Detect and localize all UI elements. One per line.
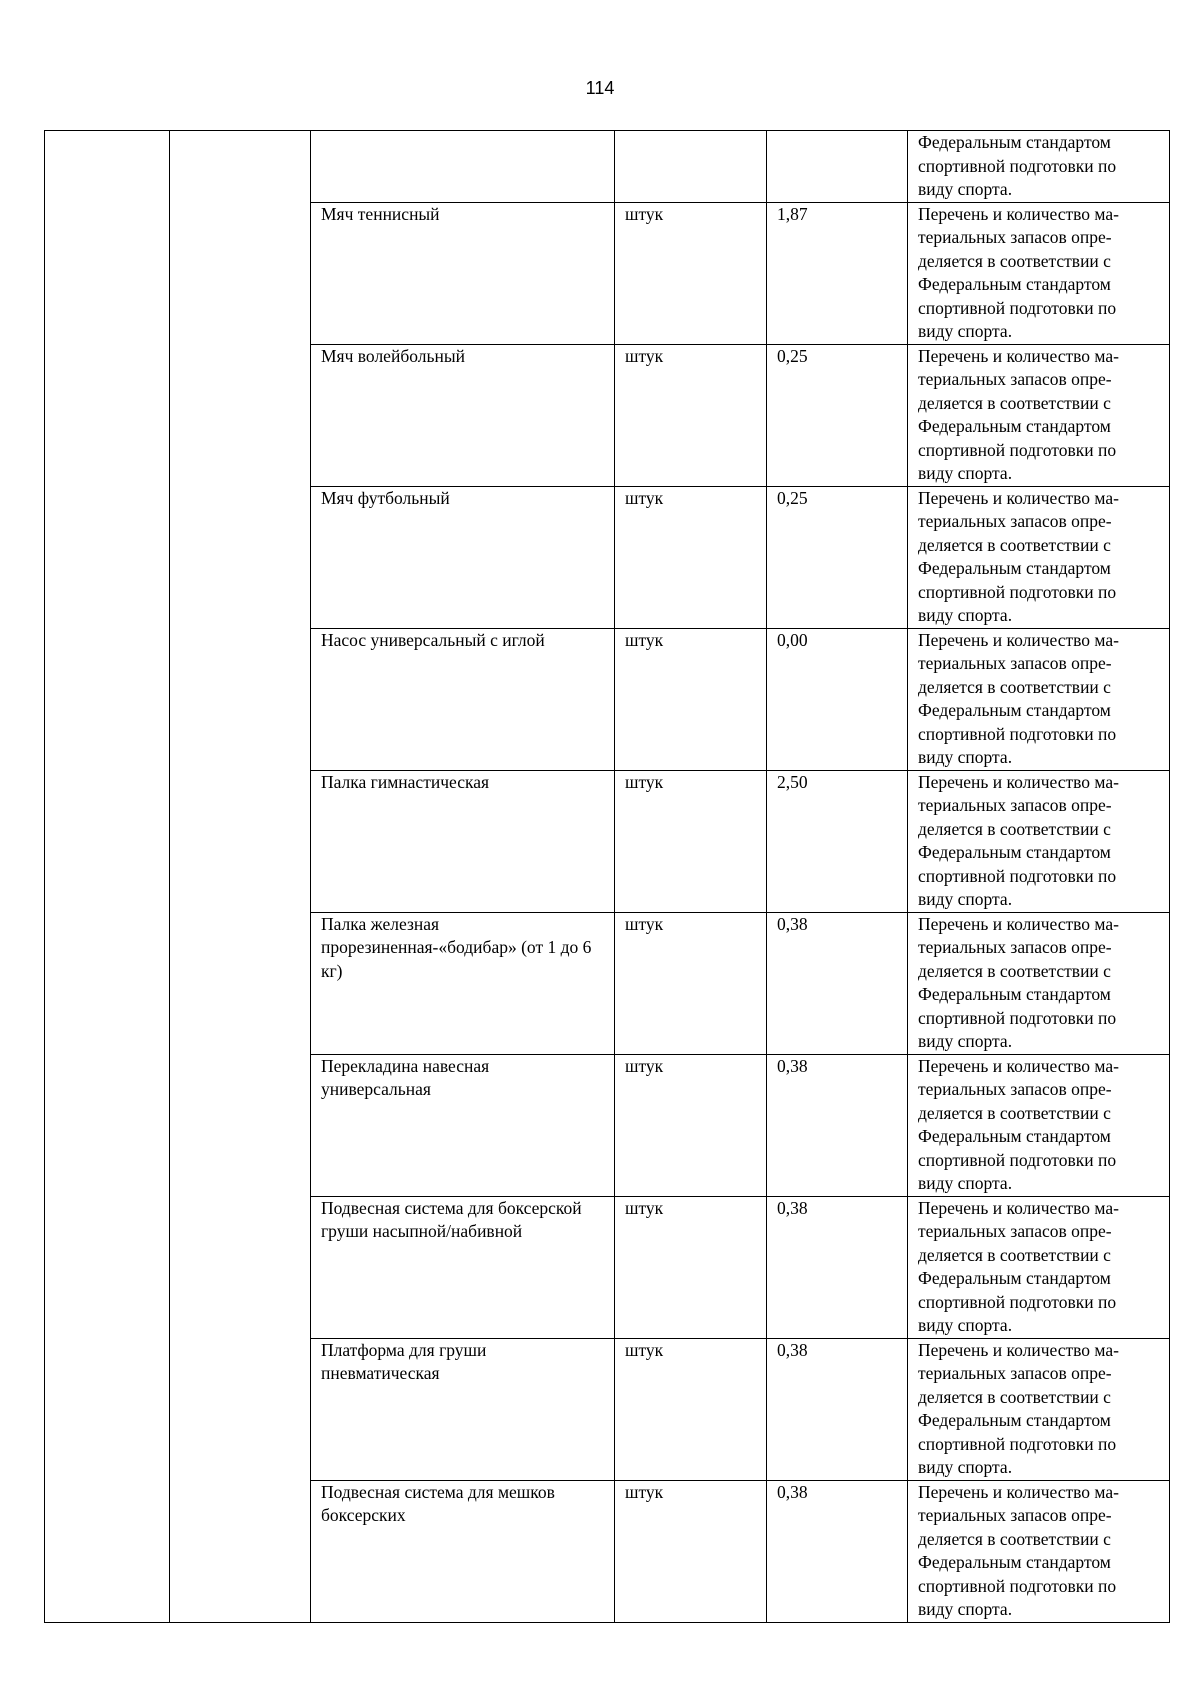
note-cell: Перечень и количество ма- териальных запасов опре- деляется в соответствии с Федеральным стандартом спортивной подготовки по виду спорта. bbox=[908, 486, 1170, 628]
note-cell: Перечень и количество ма- териальных запасов опре- деляется в соответствии с Федеральным стандартом спортивной подготовки по виду спорта. bbox=[908, 770, 1170, 912]
note-cell: Перечень и количество ма- териальных запасов опре- деляется в соответствии с Федеральным стандартом спортивной подготовки по виду спорта. bbox=[908, 344, 1170, 486]
note-cell: Перечень и количество ма- териальных запасов опре- деляется в соответствии с Федеральным стандартом спортивной подготовки по виду спорта. bbox=[908, 1480, 1170, 1622]
empty-column-2 bbox=[170, 131, 311, 1623]
item-name-cell: Подвесная система для мешков боксерских bbox=[311, 1480, 615, 1622]
item-name-cell: Палка железная прорезиненная-«бодибар» (от 1 до 6 кг) bbox=[311, 912, 615, 1054]
unit-cell: штук bbox=[615, 770, 767, 912]
quantity-cell: 0,38 bbox=[767, 1196, 908, 1338]
note-cell: Перечень и количество ма- териальных запасов опре- деляется в соответствии с Федеральным стандартом спортивной подготовки по виду спорта. bbox=[908, 1196, 1170, 1338]
note-cell: Федеральным стандартом спортивной подготовки по виду спорта. bbox=[908, 131, 1170, 203]
unit-cell: штук bbox=[615, 1338, 767, 1480]
quantity-cell: 0,00 bbox=[767, 628, 908, 770]
note-cell: Перечень и количество ма- териальных запасов опре- деляется в соответствии с Федеральным стандартом спортивной подготовки по виду спорта. bbox=[908, 1054, 1170, 1196]
quantity-cell: 1,87 bbox=[767, 202, 908, 344]
unit-cell: штук bbox=[615, 202, 767, 344]
note-cell: Перечень и количество ма- териальных запасов опре- деляется в соответствии с Федеральным стандартом спортивной подготовки по виду спорта. bbox=[908, 628, 1170, 770]
unit-cell: штук bbox=[615, 344, 767, 486]
item-name-cell: Платформа для груши пневматическая bbox=[311, 1338, 615, 1480]
page-number: 114 bbox=[585, 78, 615, 98]
item-name-cell: Насос универсальный с иглой bbox=[311, 628, 615, 770]
empty-column-1 bbox=[45, 131, 170, 1623]
unit-cell: штук bbox=[615, 1196, 767, 1338]
quantity-cell bbox=[767, 131, 908, 203]
quantity-cell: 2,50 bbox=[767, 770, 908, 912]
quantity-cell: 0,38 bbox=[767, 1338, 908, 1480]
material-resources-table bbox=[44, 130, 1170, 1623]
item-name-cell: Мяч теннисный bbox=[311, 202, 615, 344]
item-name-cell: Палка гимнастическая bbox=[311, 770, 615, 912]
table-row-continuation bbox=[45, 131, 1170, 203]
unit-cell: штук bbox=[615, 628, 767, 770]
quantity-cell: 0,25 bbox=[767, 344, 908, 486]
item-name-cell: Мяч волейбольный bbox=[311, 344, 615, 486]
note-cell: Перечень и количество ма- териальных запасов опре- деляется в соответствии с Федеральным стандартом спортивной подготовки по виду спорта. bbox=[908, 912, 1170, 1054]
table-body bbox=[45, 131, 1170, 1623]
unit-cell bbox=[615, 131, 767, 203]
note-cell: Перечень и количество ма- териальных запасов опре- деляется в соответствии с Федеральным стандартом спортивной подготовки по виду спорта. bbox=[908, 202, 1170, 344]
item-name-cell: Перекладина навесная универсальная bbox=[311, 1054, 615, 1196]
quantity-cell: 0,25 bbox=[767, 486, 908, 628]
quantity-cell: 0,38 bbox=[767, 1480, 908, 1622]
quantity-cell: 0,38 bbox=[767, 912, 908, 1054]
item-name-cell: Подвесная система для боксерской груши насыпной/набивной bbox=[311, 1196, 615, 1338]
unit-cell: штук bbox=[615, 486, 767, 628]
unit-cell: штук bbox=[615, 1054, 767, 1196]
note-cell: Перечень и количество ма- териальных запасов опре- деляется в соответствии с Федеральным стандартом спортивной подготовки по виду спорта. bbox=[908, 1338, 1170, 1480]
unit-cell: штук bbox=[615, 1480, 767, 1622]
item-name-cell: Мяч футбольный bbox=[311, 486, 615, 628]
unit-cell: штук bbox=[615, 912, 767, 1054]
item-name-cell bbox=[311, 131, 615, 203]
quantity-cell: 0,38 bbox=[767, 1054, 908, 1196]
